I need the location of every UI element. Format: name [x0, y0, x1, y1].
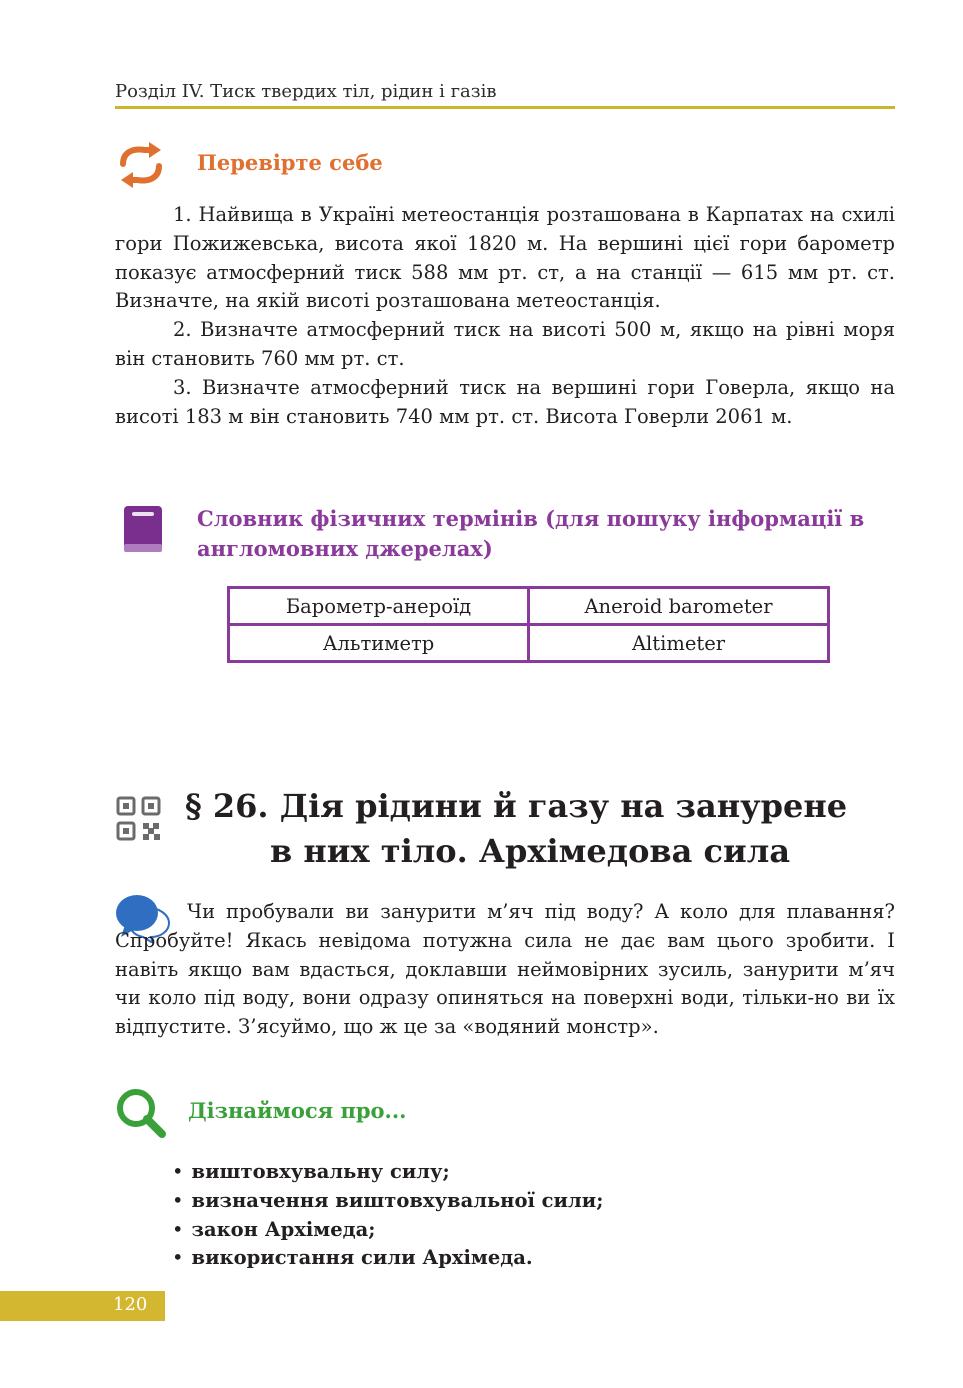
header-divider: [115, 106, 895, 109]
term-en: Altimeter: [529, 625, 829, 662]
paragraph-title-line2: в них тіло. Архімедова сила: [270, 832, 791, 870]
term-en: Aneroid barometer: [529, 588, 829, 625]
question-2: 2. Визначте атмосферний тиск на висоті 500 м, якщо на рівні моря він становить 760 мм рт. ст.: [115, 318, 895, 370]
paragraph-title-line1: § 26. Дія рідини й газу на занурене: [185, 787, 848, 825]
paragraph-title: [185, 784, 905, 874]
refresh-icon: [115, 142, 167, 188]
book-icon: [122, 504, 164, 554]
magnifier-icon: [116, 1088, 168, 1140]
list-item: • визначення виштовхувальної сили;: [172, 1187, 872, 1216]
page-header: Розділ IV. Тиск твердих тіл, рідин і газів: [115, 81, 497, 102]
term-uk: Барометр-анероїд: [229, 588, 529, 625]
table-row: [229, 588, 829, 625]
intro-paragraph: [115, 898, 895, 1042]
learn-title: Дізнаймося про...: [188, 1098, 407, 1123]
check-section-title: Перевірте себе: [197, 150, 383, 175]
page-number: 120: [113, 1294, 148, 1315]
question-3: 3. Визначте атмосферний тиск на вершині гори Говерла, якщо на висоті 183 м він становить 740 мм рт. ст. Висота Говерли 2061 м.: [115, 375, 895, 428]
list-item: • закон Архімеда;: [172, 1216, 872, 1245]
learn-list: [172, 1158, 872, 1273]
term-uk: Альтиметр: [229, 625, 529, 662]
glossary-table: [227, 586, 830, 663]
check-questions: [115, 201, 895, 431]
glossary-title: Словник фізичних термінів (для пошуку інформації в англомовних джерелах): [197, 506, 865, 561]
list-item: • використання сили Архімеда.: [172, 1244, 872, 1273]
list-item: • виштовхувальну силу;: [172, 1158, 872, 1187]
intro-text: Чи пробували ви занурити м’яч під воду? А коло для плавання? Спробуйте! Якась невідома потужна сила не дає вам цього зробити. І навіть якщо вам вдасться, доклавши неймовірних зусиль, занурити м’яч чи коло під воду, вони одразу опиняться на поверхні води, тільки-но ви їх відпустите. З’ясуймо, що ж це за «водяний монстр».: [115, 900, 895, 1039]
table-row: [229, 625, 829, 662]
qr-code-icon: [116, 796, 162, 842]
question-1: 1. Найвища в Україні метеостанція розташована в Карпатах на схилі гори Пожижевська, висота якої 1820 м. На вершині цієї гори барометр показує атмосферний тиск 588 мм рт. ст, а на станції — 615 мм рт. ст. Визначте, на якій висоті розташована метеостанція.: [115, 203, 895, 313]
